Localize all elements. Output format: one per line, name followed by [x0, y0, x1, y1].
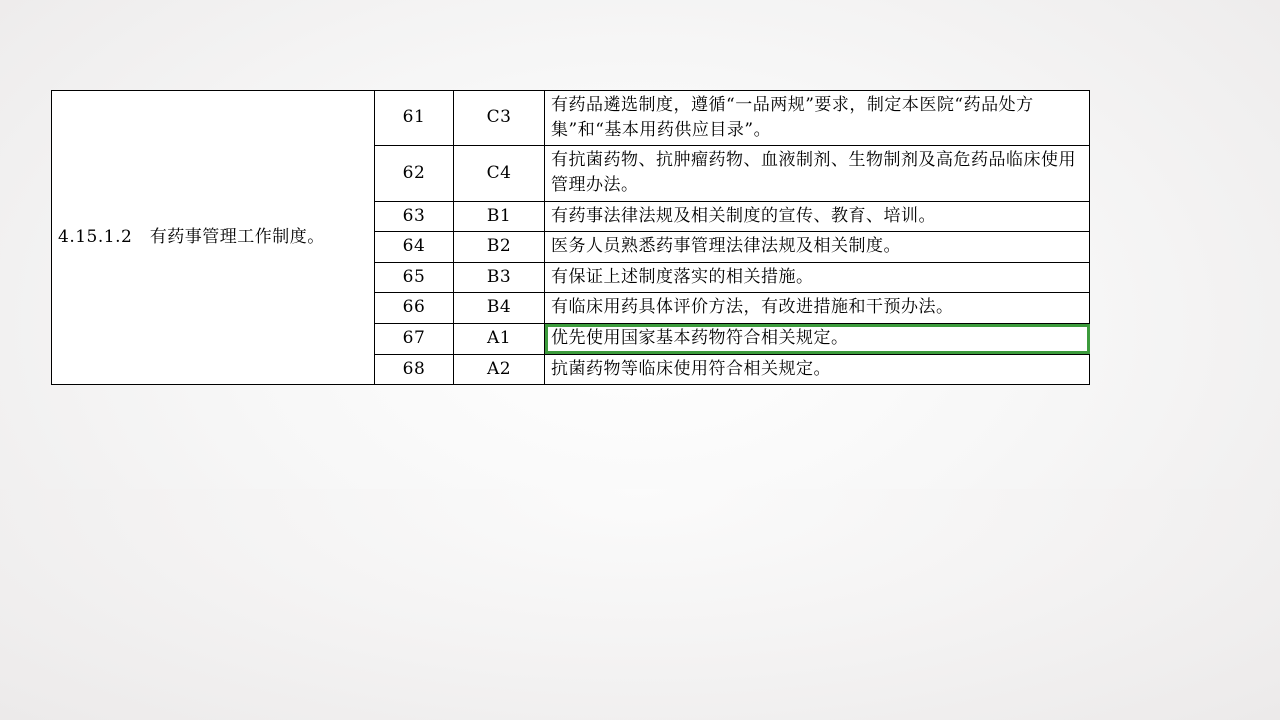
- row-description: 有抗菌药物、抗肿瘤药物、血液制剂、生物制剂及高危药品临床使用管理办法。: [545, 146, 1090, 201]
- row-code: A2: [454, 354, 545, 385]
- row-code: B3: [454, 262, 545, 293]
- row-description: 有临床用药具体评价方法，有改进措施和干预办法。: [545, 293, 1090, 324]
- row-number: 65: [375, 262, 454, 293]
- row-description: 有保证上述制度落实的相关措施。: [545, 262, 1090, 293]
- row-description-highlighted: 优先使用国家基本药物符合相关规定。: [545, 324, 1090, 355]
- row-number: 64: [375, 232, 454, 263]
- assessment-criteria-table: [51, 90, 1090, 385]
- row-description: 医务人员熟悉药事管理法律法规及相关制度。: [545, 232, 1090, 263]
- row-description: 抗菌药物等临床使用符合相关规定。: [545, 354, 1090, 385]
- row-code: B4: [454, 293, 545, 324]
- table-row: [52, 91, 1090, 146]
- row-code: B1: [454, 201, 545, 232]
- row-number: 63: [375, 201, 454, 232]
- row-code: C4: [454, 146, 545, 201]
- row-number: 62: [375, 146, 454, 201]
- row-number: 61: [375, 91, 454, 146]
- row-code: A1: [454, 324, 545, 355]
- table-body: [52, 91, 1090, 385]
- row-number: 66: [375, 293, 454, 324]
- row-description: 有药事法律法规及相关制度的宣传、教育、培训。: [545, 201, 1090, 232]
- row-number: 68: [375, 354, 454, 385]
- row-code: C3: [454, 91, 545, 146]
- row-code: B2: [454, 232, 545, 263]
- row-description: 有药品遴选制度，遵循“一品两规”要求，制定本医院“药品处方集”和“基本用药供应目录”。: [545, 91, 1090, 146]
- section-title-cell: 4.15.1.2 有药事管理工作制度。: [52, 91, 375, 385]
- row-number: 67: [375, 324, 454, 355]
- slide-background-lower: [0, 489, 1280, 720]
